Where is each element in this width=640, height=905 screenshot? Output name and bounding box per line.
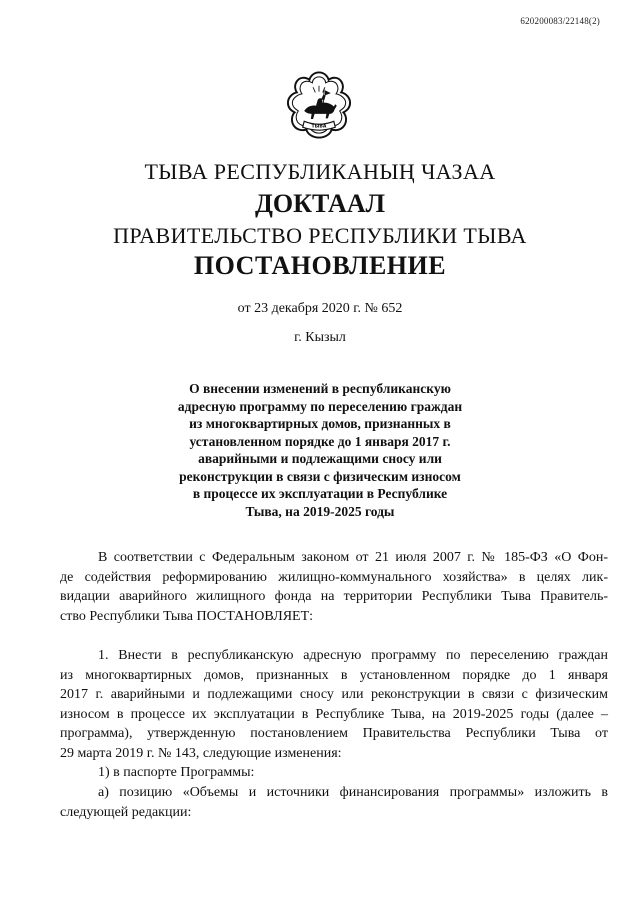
paragraph-line: ство Республики Тыва ПОСТАНОВЛЯЕТ: (60, 608, 314, 624)
decree-title-line: адресную программу по переселению граждан (177, 398, 463, 414)
decree-title-line: реконструкции в связи с физическим износом (179, 468, 461, 484)
decree-date-number: от 23 декабря 2020 г. № 652 (237, 301, 403, 316)
document-id: 620200083/22148(2) (520, 16, 600, 26)
paragraph-line: износом в процессе их эксплуатации в Республике Тыва, на 2019-2025 годы (далее – (60, 706, 608, 722)
decree-title-line: аварийными и подлежащими сносу или (198, 451, 442, 466)
item-a-paragraph (60, 783, 608, 822)
decree-title (150, 380, 490, 520)
decree-title-line: из многоквартирных домов, признанных в (189, 416, 451, 431)
tyva-decree-label: ДОКТААЛ (255, 189, 385, 218)
paragraph-line: 29 марта 2019 г. № 143, следующие изменения: (60, 745, 342, 761)
paragraph-line: следующей редакции: (60, 804, 192, 820)
decree-title-line: установленном порядке до 1 января 2017 г. (189, 433, 451, 449)
paragraph-line: де содействия реформированию жилищно-коммунального хозяйства» в целях лик- (60, 569, 608, 585)
tyva-government-header: ТЫВА РЕСПУБЛИКАНЫҢ ЧАЗАА (144, 159, 496, 184)
paragraph-line: 1. Внести в республиканскую адресную программу по переселению граждан (98, 648, 608, 663)
decree-city: г. Кызыл (294, 330, 346, 345)
item-1-paragraph (60, 763, 608, 783)
paragraph-line: В соответствии с Федеральным законом от 21 июля 2007 г. № 185-ФЗ «О Фон- (98, 550, 608, 565)
decree-title-line: О внесении изменений в республиканскую (189, 381, 451, 396)
paragraph-line: из многоквартирных домов, признанных в установленном порядке до 1 января (60, 667, 608, 683)
paragraph-line: а) позицию «Объемы и источники финансирования программы» изложить в (98, 785, 608, 800)
paragraph-line: 1) в паспорте Программы: (98, 765, 255, 780)
paragraph-line: 2017 г. аварийными и подлежащими сносу или реконструкции в связи с физическим (60, 687, 608, 703)
paragraph-line: программа), утвержденную постановлением Правительства Республики Тыва от (60, 726, 608, 742)
decree-title-line: Тыва, на 2019-2025 годы (245, 503, 395, 519)
government-header: ПРАВИТЕЛЬСТВО РЕСПУБЛИКИ ТЫВА (113, 223, 527, 248)
clause-1-paragraph (60, 646, 608, 764)
paragraph-line: видации аварийного жилищного фонда на территории Республики Тыва Правитель- (60, 589, 608, 605)
tyva-coat-of-arms-icon (282, 68, 356, 142)
decree-label: ПОСТАНОВЛЕНИЕ (193, 251, 447, 280)
emblem-ribbon-text: ТЫВА (311, 124, 327, 130)
decree-title-line: в процессе их эксплуатации в Республике (192, 486, 448, 501)
preamble-paragraph (60, 548, 608, 626)
